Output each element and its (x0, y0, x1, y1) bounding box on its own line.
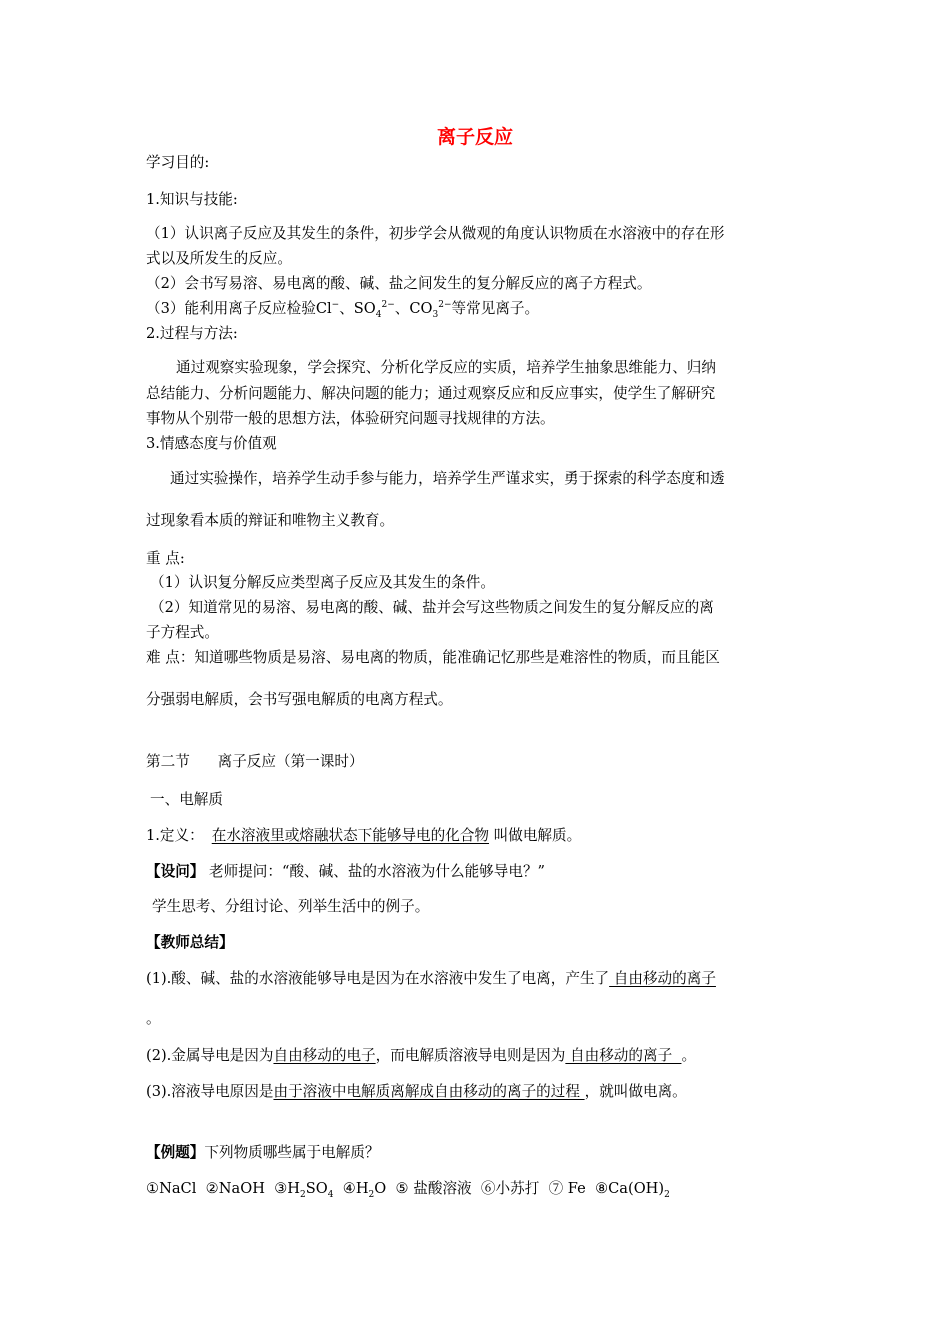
option-3-so: SO (305, 1180, 328, 1197)
option-4 (333, 1180, 396, 1200)
page-title: 离子反应 (436, 126, 513, 148)
teacher-summary-tag: 【教师总结】 (146, 934, 234, 951)
summary-3-text: (3).溶液导电原因是 (146, 1083, 274, 1100)
summary-3-answer: 由于溶液中电解质离解成自由移动的离子的过程 (273, 1083, 585, 1100)
section-heading: 第二节 离子反应（第一课时） (146, 753, 364, 770)
summary-1-text: (1).酸、碱、盐的水溶液能够导电是因为在水溶液中发生了电离，产生了 (146, 970, 610, 987)
emotion-heading: 3.情感态度与价值观 (146, 435, 277, 452)
example-line (146, 1143, 380, 1163)
summary-3-suffix: ，就叫做电离。 (584, 1083, 687, 1100)
option-7: ⑦ Fe (548, 1180, 596, 1197)
question-text: 老师提问：“酸、碱、盐的水溶液为什么能够导电？” (204, 863, 546, 880)
key-point-2-line-2: 子方程式。 (146, 624, 219, 641)
option-6: ⑥小苏打 (480, 1180, 549, 1197)
so4-charge: 2− (381, 300, 395, 311)
co3-subscript: 3 (432, 309, 439, 320)
knowledge-item-1-line-1: （1）认识离子反应及其发生的条件，初步学会从微观的角度认识物质在水溶液中的存在形 (146, 225, 725, 242)
option-4-h: ④H (333, 1180, 369, 1197)
knowledge-item-3 (146, 299, 539, 319)
definition-answer: 在水溶液里或熔融状态下能够导电的化合物 (211, 827, 490, 844)
process-heading: 2.过程与方法: (146, 325, 238, 342)
option-8-caoh: ⑧Ca(OH) (595, 1180, 665, 1197)
difficulty-line-2: 分强弱电解质，会书写强电解质的电离方程式。 (146, 691, 453, 708)
example-text: 下列物质哪些属于电解质？ (204, 1144, 380, 1161)
option-3 (274, 1180, 334, 1200)
knowledge-heading: 1.知识与技能: (146, 191, 238, 208)
process-line-1: 通过观察实验现象，学会探究、分析化学反应的实质，培养学生抽象思维能力、归纳 (176, 359, 716, 376)
option-8-sub: 2 (664, 1189, 670, 1200)
process-line-3: 事物从个别带一般的思想方法，体验研究问题寻找规律的方法。 (146, 410, 555, 427)
summary-1 (146, 969, 716, 989)
option-5: ⑤ 盐酸溶液 (395, 1180, 481, 1197)
k3-prefix: （3）能利用离子反应检验Cl (146, 300, 332, 317)
summary-2 (146, 1046, 696, 1066)
summary-2-answer-1: 自由移动的电子 (273, 1047, 376, 1064)
key-points-heading: 重 点: (146, 550, 185, 567)
student-activity-line: 学生思考、分组讨论、列举生活中的例子。 (152, 898, 430, 915)
emotion-line-1: 通过实验操作，培养学生动手参与能力，培养学生严谨求实，勇于探索的科学态度和透 (170, 470, 725, 487)
cl-charge: − (331, 300, 340, 311)
option-3-sub-2: 4 (327, 1189, 334, 1200)
definition-label: 1.定义： (146, 827, 204, 844)
example-options (146, 1179, 670, 1199)
k3-sep1: 、SO (339, 300, 376, 317)
example-tag: 【例题】 (146, 1144, 205, 1161)
summary-1-end: 。 (146, 1010, 161, 1027)
option-3-sub-1: 2 (300, 1189, 306, 1200)
difficulty-line-1: 难 点：知道哪些物质是易溶、易电离的物质，能准确记忆那些是难溶性的物质，而且能区 (146, 649, 720, 666)
co3-charge: 2− (438, 300, 452, 311)
summary-2-suffix: 。 (681, 1047, 697, 1064)
k3-sep2: 、CO (394, 300, 433, 317)
option-3-h: ③H (274, 1180, 301, 1197)
emotion-line-2: 过现象看本质的辩证和唯物主义教育。 (146, 512, 395, 529)
key-point-1: （1）认识复分解反应类型离子反应及其发生的条件。 (150, 574, 495, 591)
question-tag: 【设问】 (146, 863, 205, 880)
key-point-2-line-1: （2）知道常见的易溶、易电离的酸、碱、盐并会写这些物质之间发生的复分解反应的离 (150, 599, 714, 616)
process-line-2: 总结能力、分析问题能力、解决问题的能力；通过观察反应和反应事实，使学生了解研究 (146, 385, 716, 402)
option-4-o: O (374, 1180, 396, 1197)
definition-suffix: 叫做电解质。 (489, 827, 582, 844)
part-1-heading: 一、电解质 (150, 791, 223, 808)
question-line (146, 862, 545, 882)
so4-subscript: 4 (375, 309, 382, 320)
knowledge-item-1-line-2: 式以及所发生的反应。 (146, 250, 292, 267)
option-8 (595, 1180, 670, 1200)
summary-1-answer: 自由移动的离子 (609, 970, 716, 987)
option-4-sub: 2 (368, 1189, 375, 1200)
knowledge-item-2: （2）会书写易溶、易电离的酸、碱、盐之间发生的复分解反应的离子方程式。 (146, 275, 652, 292)
goals-heading: 学习目的: (146, 154, 210, 171)
option-1: ①NaCl (146, 1180, 206, 1197)
summary-2-mid: ，而电解质溶液导电则是因为 (375, 1047, 566, 1064)
k3-suffix: 等常见离子。 (451, 300, 540, 317)
summary-2-answer-2: 自由移动的离子 (565, 1047, 682, 1064)
summary-2-text: (2).金属导电是因为 (146, 1047, 274, 1064)
definition-line (146, 826, 581, 846)
option-2: ②NaOH (205, 1180, 275, 1197)
summary-3 (146, 1082, 687, 1102)
